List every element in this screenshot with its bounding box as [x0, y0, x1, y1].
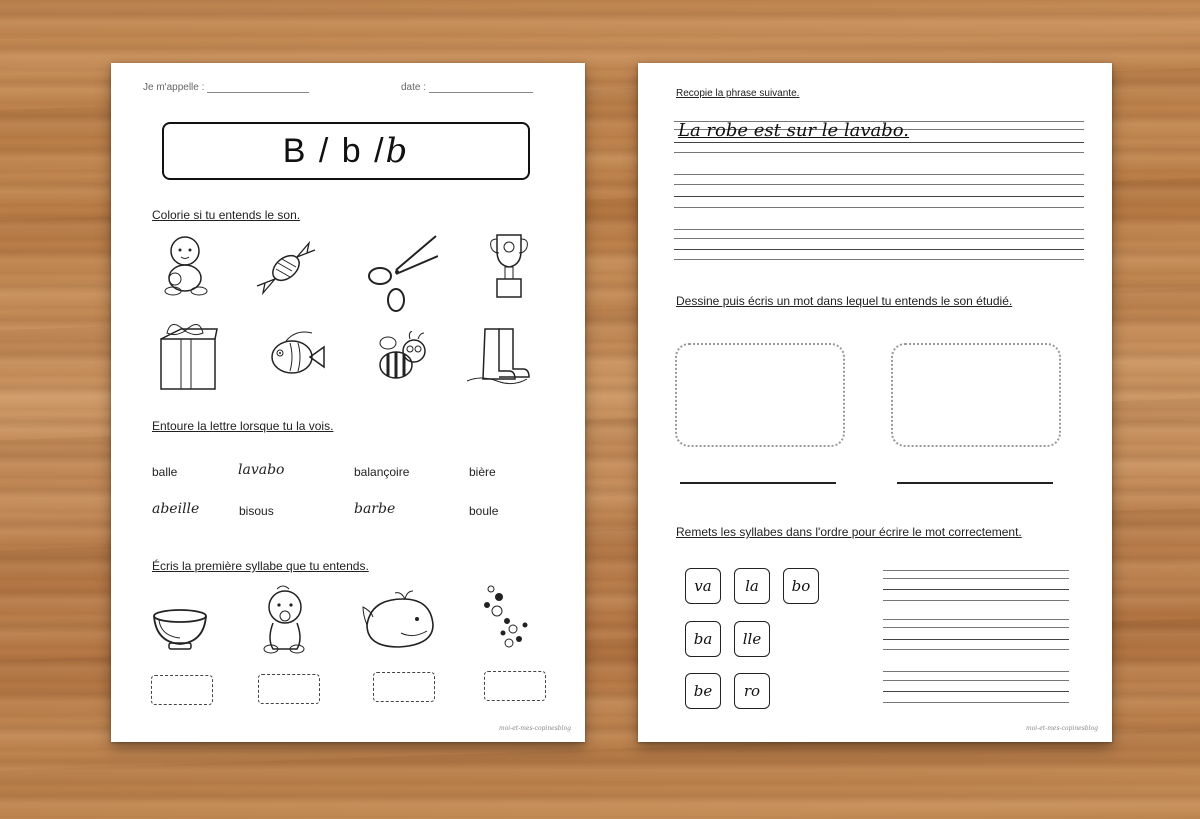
letter-title-box — [162, 122, 530, 180]
title-cursive-letter: b — [385, 131, 410, 171]
worksheet-right — [638, 63, 1112, 742]
writing-line[interactable] — [674, 249, 1084, 250]
answer-line — [883, 671, 1069, 672]
answer-box[interactable] — [151, 675, 213, 705]
bubbles-icon — [479, 581, 533, 651]
answer-line[interactable] — [883, 639, 1069, 640]
candy-icon[interactable] — [254, 237, 318, 299]
section-reorder-instruction: Remets les syllabes dans l'ordre pour écrire le mot correctement. — [676, 525, 1022, 539]
answer-line — [883, 649, 1069, 650]
syllable-card[interactable]: ro — [734, 673, 770, 709]
answer-box[interactable] — [258, 674, 320, 704]
trophy-icon[interactable] — [487, 231, 531, 303]
answer-line[interactable] — [883, 680, 1069, 681]
word-item[interactable]: bière — [469, 465, 496, 479]
syllable-card[interactable]: lle — [734, 621, 770, 657]
word-item[interactable]: lavabo — [238, 462, 285, 478]
syllable-card[interactable]: bo — [783, 568, 819, 604]
answer-line[interactable] — [883, 691, 1069, 692]
section-colour-instruction: Colorie si tu entends le son. — [152, 208, 301, 222]
drawing-box[interactable] — [891, 343, 1061, 447]
answer-line[interactable] — [883, 589, 1069, 590]
answer-box[interactable] — [373, 672, 435, 702]
worksheet-left — [111, 63, 585, 742]
word-answer-line[interactable] — [680, 482, 836, 484]
title-print-letters: B / b / — [282, 131, 386, 170]
writing-line — [674, 207, 1084, 208]
writing-line[interactable] — [674, 238, 1084, 239]
answer-line[interactable] — [883, 578, 1069, 579]
word-item[interactable]: boule — [469, 504, 499, 518]
scissors-icon[interactable] — [366, 234, 438, 314]
section-draw-instruction: Dessine puis écris un mot dans lequel tu entends le son étudié. — [676, 294, 1013, 308]
writing-line — [674, 259, 1084, 260]
section-syllable-instruction: Écris la première syllabe que tu entends. — [152, 559, 369, 573]
answer-line — [883, 570, 1069, 571]
footer-credit: moi-et-mes-copinesblog — [1026, 725, 1099, 732]
answer-box[interactable] — [484, 671, 546, 701]
bowl-icon — [151, 608, 209, 652]
syllable-card[interactable]: be — [685, 673, 721, 709]
model-sentence: La robe est sur le lavabo. — [678, 120, 910, 141]
footer-credit: moi-et-mes-copinesblog — [499, 725, 572, 732]
baby-bottle-icon — [259, 585, 309, 655]
word-item[interactable]: barbe — [354, 501, 396, 517]
answer-line[interactable] — [883, 627, 1069, 628]
syllable-card[interactable]: la — [734, 568, 770, 604]
word-item[interactable]: bisous — [239, 504, 274, 518]
answer-line — [883, 702, 1069, 703]
name-field[interactable] — [143, 82, 309, 93]
word-item[interactable]: balançoire — [354, 465, 410, 479]
drawing-box[interactable] — [675, 343, 845, 447]
whale-icon — [361, 589, 437, 653]
gift-icon[interactable] — [155, 319, 221, 391]
boots-icon[interactable] — [465, 325, 531, 389]
bee-icon[interactable] — [368, 331, 432, 389]
word-item[interactable]: abeille — [152, 501, 200, 517]
syllable-card[interactable]: va — [685, 568, 721, 604]
syllable-card[interactable]: ba — [685, 621, 721, 657]
writing-line — [674, 229, 1084, 230]
writing-line — [674, 152, 1084, 153]
baby-icon[interactable] — [161, 233, 213, 297]
writing-line[interactable] — [674, 184, 1084, 185]
writing-line[interactable] — [674, 196, 1084, 197]
word-answer-line[interactable] — [897, 482, 1053, 484]
answer-line — [883, 619, 1069, 620]
section-circle-instruction: Entoure la lettre lorsque tu la vois. — [152, 419, 334, 433]
writing-line — [674, 174, 1084, 175]
name-label: Je m'appelle : — [143, 82, 205, 93]
writing-line — [674, 142, 1084, 143]
answer-line — [883, 600, 1069, 601]
fish-icon[interactable] — [266, 329, 326, 385]
section-copy-instruction: Recopie la phrase suivante. — [676, 88, 800, 99]
date-label: date : — [401, 82, 427, 93]
date-field[interactable] — [401, 82, 533, 93]
word-item[interactable]: balle — [152, 465, 178, 479]
